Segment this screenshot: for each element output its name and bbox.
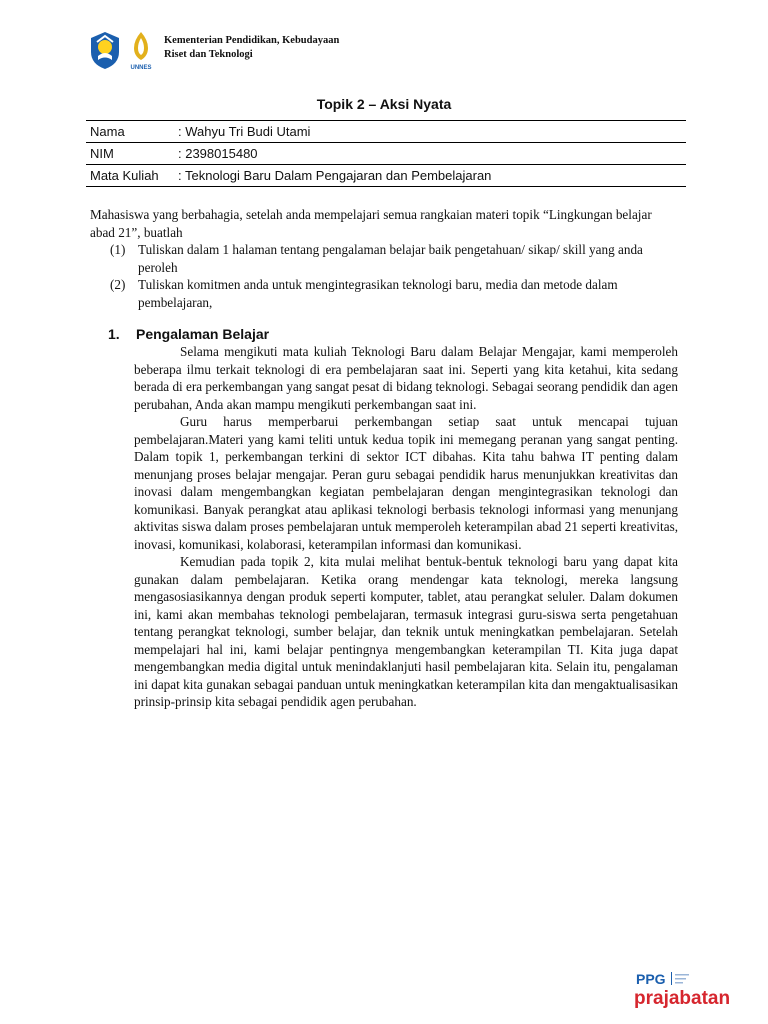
- identity-key: NIM: [86, 143, 174, 165]
- unnes-logo-text: UNNES: [130, 65, 152, 71]
- table-row: [86, 143, 686, 165]
- kemdikbud-logo-icon: [88, 30, 122, 70]
- ppg-logo-line-2: prajabatan: [634, 988, 731, 1009]
- ppg-logo-line-1: PPG: [636, 971, 666, 987]
- list-item: [90, 276, 678, 311]
- task-text: Tuliskan komitmen anda untuk mengintegrasikan teknologi baru, media dan metode dalam pembelajaran,: [138, 277, 618, 310]
- identity-table: [86, 120, 686, 187]
- ministry-line-2: Riset dan Teknologi: [164, 49, 253, 60]
- identity-value: : Teknologi Baru Dalam Pengajaran dan Pembelajaran: [174, 165, 686, 187]
- section-title: Pengalaman Belajar: [136, 326, 270, 342]
- body-paragraph: Kemudian pada topik 2, kita mulai melihat bentuk-bentuk teknologi baru yang dapat kita gunakan dalam pembelajaran. Ketika orang mendengar kata teknologi, mereka langsung mengasosiasikannya dengan produk seperti komputer, tablet, atau perangkat seluler. Dalam dokumen ini, kami akan membahas teknologi pembelajaran, termasuk integrasi guru-siswa serta pengetahuan tentang perangkat teknologi, sumber belajar, dan teknik untuk meningkatkan pembelajaran. Setelah mempelajari hal ini, kami belajar pentingnya mengembangkan keterampilan TI. Kita juga dapat mengembangkan media digital untuk menindaklanjuti hasil pembelajaran kita. Selain itu, pengalaman ini dapat kita gunakan sebagai panduan untuk meningkatkan keterampilan kita dan mengaktualisasikan prinsip-prinsip kita sebagai pendidik agen perubahan.: [134, 554, 678, 709]
- ministry-line-1: Kementerian Pendidikan, Kebudayaan: [164, 35, 340, 46]
- task-number: (2): [110, 277, 126, 292]
- section-heading: [90, 325, 678, 343]
- section-number: 1.: [108, 326, 120, 342]
- identity-key: Nama: [86, 121, 174, 143]
- intro-paragraph: Mahasiswa yang berbahagia, setelah anda mempelajari semua rangkaian materi topik “Lingkungan belajar abad 21”, buatlah: [90, 207, 652, 240]
- task-text: Tuliskan dalam 1 halaman tentang pengalaman belajar baik pengetahuan/ sikap/ skill yang anda peroleh: [138, 242, 643, 275]
- task-list: [90, 241, 678, 311]
- ppg-prajabatan-logo: [634, 968, 744, 1010]
- table-row: [86, 165, 686, 187]
- document-header: [88, 30, 339, 72]
- ministry-name: [164, 34, 339, 62]
- document-body: [90, 206, 678, 711]
- list-item: [90, 241, 678, 276]
- table-row: [86, 121, 686, 143]
- identity-key: Mata Kuliah: [86, 165, 174, 187]
- identity-value: : Wahyu Tri Budi Utami: [174, 121, 686, 143]
- identity-value: : 2398015480: [174, 143, 686, 165]
- body-paragraph: Selama mengikuti mata kuliah Teknologi Baru dalam Belajar Mengajar, kami memperoleh beberapa ilmu terkait teknologi di era pembelajaran saat ini. Seperti yang kita ketahui, kita sedang berada di era perkembangan yang sangat pesat di bidang teknologi. Sebagai seorang pendidik dan agen perubahan, Anda akan mampu mengikuti perkembangan saat ini.: [134, 344, 678, 412]
- unnes-logo-icon: [126, 30, 156, 72]
- body-paragraph: Guru harus memperbarui perkembangan setiap saat untuk mencapai tujuan pembelajaran.Materi yang kami teliti untuk kedua topik ini memegang peranan yang sangat penting. Dalam topik 1, perkembangan terkini di sektor ICT dibahas. Kita tahu bahwa IT penting dalam menunjang proses belajar mengajar. Peran guru sebagai pendidik harus menunjukkan kreativitas dan inovasi dalam mengembangkan kegiatan pembelajaran dengan mengintegrasikan teknologi dan komunikasi. Banyak perangkat atau aplikasi teknologi berbasis teknologi informasi yang menunjang aktivitas siswa dalam proses pembelajaran untuk memperoleh keterampilan abad 21 seperti kreativitas, inovasi, komunikasi, kolaborasi, keterampilan informasi dan komunikasi.: [134, 414, 678, 552]
- task-number: (1): [110, 242, 126, 257]
- document-title: Topik 2 – Aksi Nyata: [316, 96, 452, 112]
